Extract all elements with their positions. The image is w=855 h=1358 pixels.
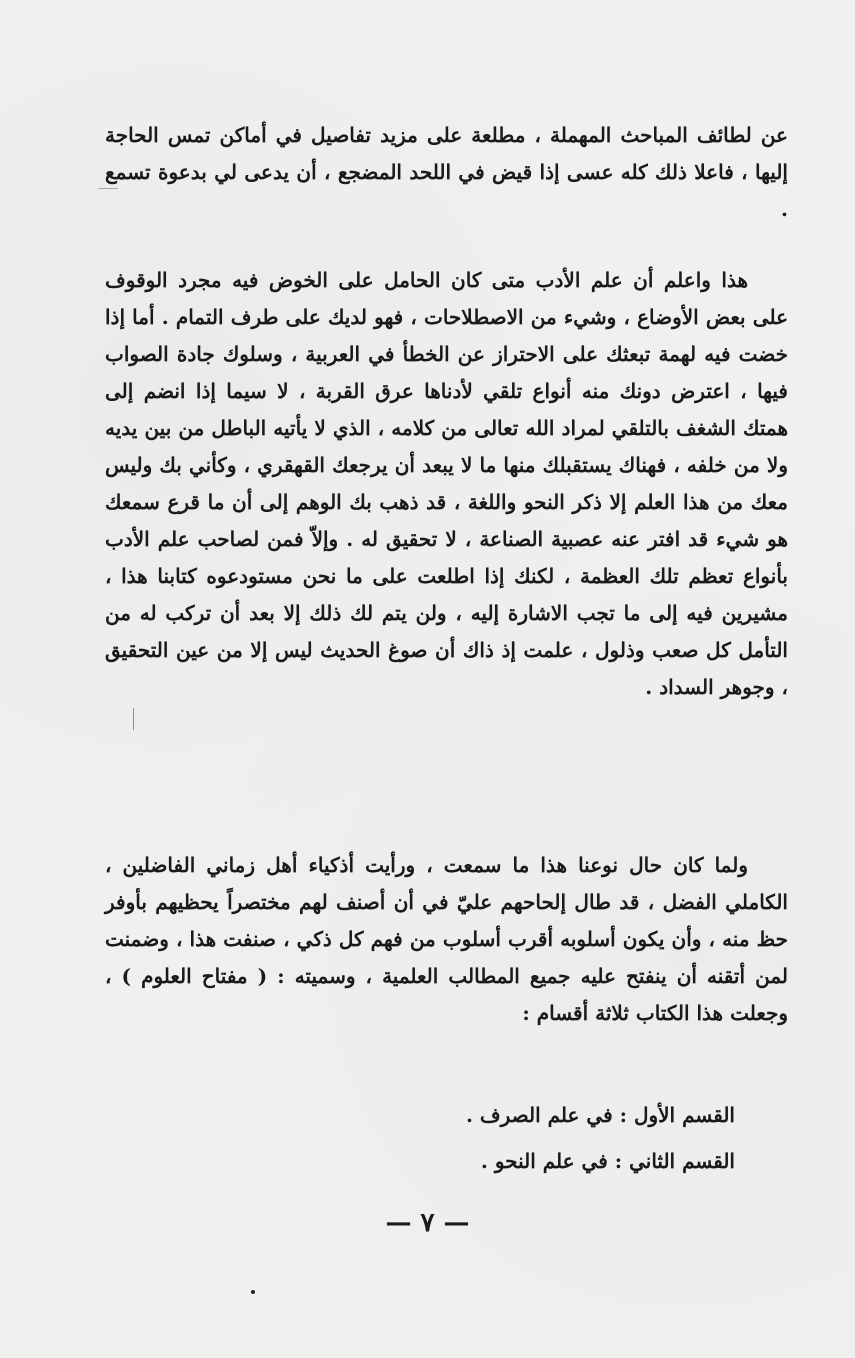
ink-speck <box>251 1290 255 1294</box>
paragraph-book-intro: ولما كان حال نوعنا هذا ما سمعت ، ورأيت أذكياء أهل زماني الفاضلين ، الكاملي الفضل ، قد طال إلحاحهم عليّ في أن أصنف لهم مختصراً يحظيهم بأوفر حظ منه ، وأن يكون أسلوبه أقرب أسلوب من فهم كل ذكي ، صنفت هذا ، وضمنت لمن أتقنه أن ينفتح عليه جميع المطالب العلمية ، وسميته : ( مفتاح العلوم ) ، وجعلت هذا الكتاب ثلاثة أقسام : <box>105 853 788 1025</box>
paragraph-adab: هذا واعلم أن علم الأدب متى كان الحامل على الخوض فيه مجرد الوقوف على بعض الأوضاع ، وشيء من الاصطلاحات ، فهو لديك على طرف التمام . أما إذا خضت فيه لهمة تبعثك على الاحتراز عن الخطأ في العربية ، وسلوك جادة الصواب فيها ، اعترض دونك منه أنواع تلقي لأدناها عرق القربة ، لا سيما إذا انضم إلى همتك الشغف بالتلقي لمراد الله تعالى من كلامه ، الذي لا يأتيه الباطل من بين يديه ولا من خلفه ، فهناك يستقبلك منها ما لا يبعد أن يرجعك القهقري ، وكأني بك وليس معك من هذا العلم إلا ذكر النحو واللغة ، قد ذهب بك الوهم إلى أن ما قرع سمعك هو شيء قد افتر عنه عصبية الصناعة ، لا تحقيق له . وإلاّ فمن لصاحب علم الأدب بأنواع تعظم تلك العظمة ، لكنك إذا اطلعت على ما نحن مستودعوه كتابنا هذا ، مشيرين فيه إلى ما تجب الاشارة إليه ، ولن يتم لك ذلك إلا بعد أن تركب له من التأمل كل صعب وذلول ، علمت إذ ذاك أن صوغ الحديث ليس إلا من عين التحقيق ، وجوهر السداد . <box>105 268 788 699</box>
page-number: — ٧ — <box>385 1208 470 1238</box>
margin-scratch-mark <box>133 708 134 730</box>
paragraph-continuation: عن لطائف المباحث المهملة ، مطلعة على مزيد تفاصيل في أماكن تمس الحاجة إليها ، فاعلا ذلك كله عسى إذا قيض في اللحد المضجع ، أن يدعى لي بدعوة تسمع . <box>105 123 788 221</box>
margin-scratch-mark <box>98 188 118 189</box>
section-two-line: القسم الثاني : في علم النحو . <box>480 1149 735 1173</box>
section-one-line: القسم الأول : في علم الصرف . <box>465 1103 735 1127</box>
